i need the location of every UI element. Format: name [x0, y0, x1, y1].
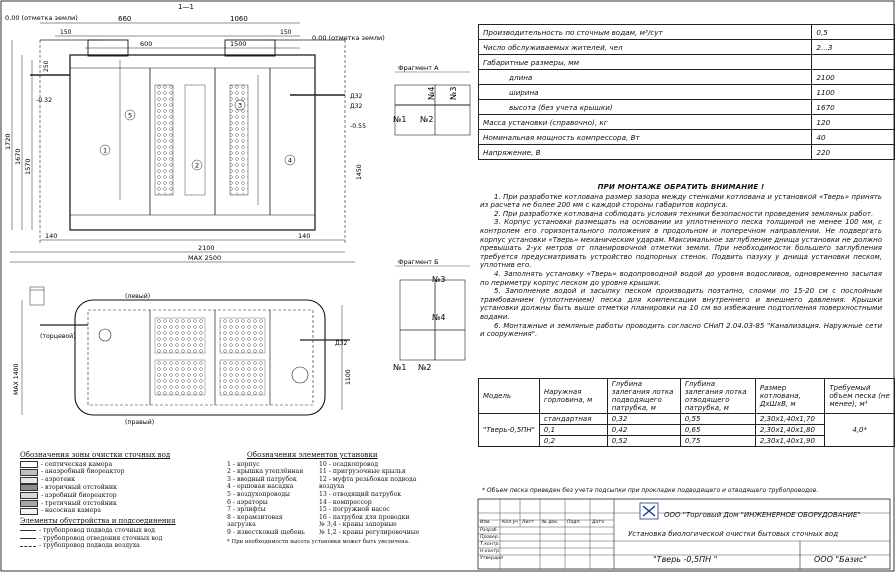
spec-value: 0,5: [812, 25, 895, 40]
mt-in-0: 0,32: [607, 414, 680, 425]
legend-zone-label: - третичный отстойник: [41, 499, 117, 507]
legend-zone-item: [20, 461, 176, 469]
spec-row: [479, 100, 895, 115]
spec-param: длина: [479, 70, 812, 85]
spec-param: Производительность по сточным водам, м³/сут: [479, 25, 812, 40]
tb-col-header: Дата: [592, 520, 604, 525]
fragment-b-label-3: №3: [432, 275, 446, 284]
legend-zone-label: - аэробный биореактор: [41, 491, 117, 499]
spec-value: 220: [812, 145, 895, 160]
spec-value: 40: [812, 130, 895, 145]
legend-element-item: 3 - вводный патрубок: [227, 475, 297, 483]
legend-line: [20, 538, 36, 539]
spec-param: высота (без учета крышки): [479, 100, 812, 115]
title-block: [478, 499, 890, 569]
fragment-a-title: Фрагмент А: [398, 64, 439, 72]
mt-neck-0: стандартная: [539, 414, 607, 425]
spec-value: 1670: [812, 100, 895, 115]
plan-label-left: (левый): [125, 293, 151, 300]
mt-out-1: 0,65: [680, 425, 755, 436]
mt-header-model: Модель: [479, 379, 540, 414]
legend-zone-label: - аэротенк: [41, 476, 75, 484]
level-left: 0.00 (отметка земли): [5, 14, 78, 22]
inner-width-1: 600: [140, 40, 153, 48]
tb-description: Установка биологической очистки бытовых сточных вод: [628, 530, 839, 538]
legend-swatch: [20, 477, 38, 484]
legend-swatch: [20, 461, 38, 468]
legend-element-item: 10 - осадкопровод: [319, 460, 379, 468]
tb-row-label: Утвердил: [480, 556, 504, 561]
legend-element-item: 16 - патрубок для проводки: [319, 513, 410, 521]
section-num-1: 1: [103, 146, 108, 155]
mt-out-0: 0,55: [680, 414, 755, 425]
dim-top-1: 660: [118, 15, 132, 23]
dim-vert-2: 1670: [14, 148, 22, 165]
section-label: 1—1: [178, 3, 194, 11]
spec-row: [479, 85, 895, 100]
plan-pipe-mark: Д32: [335, 340, 348, 347]
mt-in-1: 0,42: [607, 425, 680, 436]
mt-pit-2: 2,30х1,40х1,90: [755, 436, 824, 447]
sand-footnote: * Объем песка приведен без учета подсыпки при прокладке подводящего и отводящего трубопроводов.: [482, 487, 819, 494]
installation-notes: [480, 183, 882, 339]
legend-line: [20, 530, 36, 531]
spec-param: Номинальная мощность компрессора, Вт: [479, 130, 812, 145]
mt-header-sand: Требуемый объем песка (не менее), м³: [825, 379, 895, 414]
plan-dim-width: 1100: [345, 369, 352, 385]
spec-param: Число обслуживаемых жителей, чел: [479, 40, 812, 55]
note-item-6: 6. Монтажные и земляные работы проводить согласно СНиП 2.04.03-85 "Канализация. Наружные сети и сооружения".: [480, 321, 882, 339]
dim-level-1: -0.32: [36, 97, 53, 104]
legend-swatch: [20, 500, 38, 507]
legend-zone-item: [20, 500, 176, 508]
legend-zone-label: - анаэробный биореактор: [41, 468, 125, 476]
note-item-4: 4. Заполнять установку «Тверь» водопроводной водой до уровня водосливов, одновременно засыпая по периметру корпус песком до уровня крышки.: [480, 269, 882, 287]
legend-element-item: № 1,2 - краны регулировочные: [319, 528, 420, 536]
tb-col-header: Подп.: [567, 520, 581, 525]
legend-element-item: 15 - погружной насос: [319, 506, 390, 514]
spec-row: [479, 40, 895, 55]
legend-element-item: 13 - отводящий патрубок: [319, 490, 402, 498]
dim-vert-3: 1570: [24, 158, 32, 175]
legend-equipment-item: [20, 542, 176, 550]
fragment-b-title: Фрагмент Б: [398, 258, 439, 266]
fragment-a-label-2: №2: [420, 115, 434, 124]
dim-vert-5: 1450: [356, 164, 363, 180]
legend-element-item: 14 - компрессор: [319, 498, 372, 506]
spec-row: [479, 55, 895, 70]
width-mark-1: 150: [60, 29, 72, 36]
spec-value: 120: [812, 115, 895, 130]
fragment-a-label-4: №4: [427, 86, 436, 100]
legend-equipment-label: - трубопровод подвода сточных вод: [39, 526, 155, 534]
fragment-b-label-4: №4: [432, 313, 446, 322]
mt-out-2: 0,75: [680, 436, 755, 447]
legend-element-item: 12 - муфта резьбовая подвода воздуха: [319, 475, 417, 491]
legend-zone-item: [20, 468, 176, 476]
dim-vert-1: 1720: [4, 133, 12, 150]
fragment-b-label-2: №2: [418, 363, 432, 372]
tb-col-header: Кол.уч: [502, 520, 518, 525]
legend-swatch: [20, 492, 38, 499]
spec-row: [479, 130, 895, 145]
plan-label-right: (правый): [125, 419, 155, 426]
mt-sand: 4,0*: [825, 414, 895, 447]
dim-top-2: 1060: [230, 15, 248, 23]
legend-zone-item: [20, 484, 176, 492]
inner-width-2: 1500: [230, 40, 247, 48]
legend-swatch: [20, 508, 38, 515]
width-mark-2: 150: [280, 29, 292, 36]
mt-neck-1: 0,1: [539, 425, 607, 436]
tb-col-header: Лист: [522, 520, 534, 525]
spec-param: Напряжение, В: [479, 145, 812, 160]
note-item-2: 2. При разработке котлована соблюдать условия техники безопасности проведения земляных работ.: [494, 209, 874, 218]
level-right: 0.00 (отметка земли): [312, 34, 385, 42]
legend-element-item: 11 - пригрузочные крылья: [319, 468, 406, 476]
legend-element-item: 7 - эрлифты: [227, 506, 266, 514]
legend-element-item: 9 - известковый щебень: [227, 528, 305, 536]
plan-label-end: (торцевой): [40, 333, 76, 340]
mt-header-in: Глубина залегания лотка подводящего патрубка, м: [607, 379, 680, 414]
spec-param: Масса установки (справочно), кг: [479, 115, 812, 130]
spec-row: [479, 145, 895, 160]
legend-element-item: № 3,4 - краны запорные: [319, 521, 397, 529]
mt-pit-1: 2,30х1,40х1,80: [755, 425, 824, 436]
fragment-b-label-1: №1: [393, 363, 407, 372]
tb-model: "Тверь -0,5ПН ": [653, 555, 718, 564]
dim-vert-4: 250: [43, 60, 50, 72]
section-num-2: 2: [195, 161, 200, 170]
dim-bottom-3: 140: [298, 232, 311, 240]
fragment-a-label-3: №3: [449, 86, 458, 100]
legend-zones: [20, 452, 176, 550]
mt-model: "Тверь-0,5ПН": [479, 414, 540, 447]
tb-row-label: Т.контр.: [480, 542, 500, 547]
legend-elements-title: Обозначения элементов установки: [247, 451, 378, 459]
note-item-1: 1. При разработке котлована размер зазора между стенками котлована и установкой «Тверь» принять из расчета не более 200 мм с каждой стороны габаритов корпуса.: [480, 192, 882, 210]
legend-zone-label: - септическая камера: [41, 460, 113, 468]
tb-company: ООО "Торговый Дом "ИНЖЕНЕРНОЕ ОБОРУДОВАНИЕ": [664, 511, 861, 519]
dim-bottom-1: 140: [45, 232, 58, 240]
legend-element-item: 5 - воздухопроводы: [227, 490, 290, 498]
tb-row-label: Провер.: [480, 535, 500, 540]
dim-bottom-4: MAX 2500: [188, 254, 222, 262]
tb-row-label: Разраб.: [480, 528, 499, 533]
notes-heading: ПРИ МОНТАЖЕ ОБРАТИТЬ ВНИМАНИЕ !: [597, 183, 765, 191]
model-table: [478, 378, 895, 447]
legend-elements: [227, 452, 439, 546]
legend-zones-title: Обозначения зоны очистки сточных вод: [20, 451, 171, 459]
legend-equipment-label: - трубопровод подвода воздуха: [39, 542, 140, 550]
legend-equipment-label: - трубопровод отведения сточных вод: [39, 534, 163, 542]
spec-param: Габаритные размеры, мм: [479, 55, 812, 70]
tb-row-label: Н.контр.: [480, 549, 501, 554]
legend-element-item: 1 - корпус: [227, 460, 260, 468]
spec-row: [479, 115, 895, 130]
tb-col-header: № док.: [542, 520, 559, 525]
dim-level-2: -0.55: [350, 123, 367, 130]
legend-equipment-item: [20, 527, 176, 535]
spec-value: [812, 55, 895, 70]
legend-equipment-title: Элементы обустройства и подсоединения: [20, 517, 176, 526]
spec-value: 2...3: [812, 40, 895, 55]
pipe-mark-1: Д32: [350, 93, 363, 100]
mt-header-pit: Размер котлована, ДхШхВ, м: [755, 379, 824, 414]
dim-bottom-2: 2100: [198, 244, 215, 252]
pipe-mark-2: Д32: [350, 103, 363, 110]
legend-line: [20, 546, 36, 547]
legend-element-item: 4 - ершовая насадка: [227, 483, 294, 491]
legend-swatch: [20, 484, 38, 491]
legend-zone-label: - насосная камера: [41, 507, 101, 515]
spec-param: ширина: [479, 85, 812, 100]
legend-swatch: [20, 469, 38, 476]
tb-client: ООО "Базис": [814, 555, 868, 564]
section-num-5: 5: [128, 111, 133, 120]
mt-neck-2: 0,2: [539, 436, 607, 447]
legend-equipment-item: [20, 535, 176, 543]
legend-elements-note: * При необходимости высота установки может быть увеличена.: [227, 538, 410, 545]
spec-value: 2100: [812, 70, 895, 85]
legend-zone-item: [20, 476, 176, 484]
mt-header-out: Глубина залегания лотка отводящего патрубка, м: [680, 379, 755, 414]
legend-zone-item: [20, 507, 176, 515]
legend-zone-label: - вторичный отстойник: [41, 484, 118, 492]
fragment-a-label-1: №1: [393, 115, 407, 124]
spec-row: [479, 70, 895, 85]
mt-header-neck: Наружная горловина, м: [539, 379, 607, 414]
note-item-3: 3. Корпус установки размещать на основании из уплотненного песка толщиной не менее 100 мм, с контролем его горизонтального положения в продольном и поперечном направлении. Не подвергать корпус установки «Тверь» механическим ударам. Максимальное заглубление днища установки не должно превышать 2-ух метров от планировочной отметки земли. При необходимости большего заглубления требуется предусматривать устройство подпорных стенок. Подвить пазуху у днища установки песком, уплотнив его.: [480, 218, 882, 270]
mt-pit-0: 2,30х1,40х1,70: [755, 414, 824, 425]
mt-in-2: 0,52: [607, 436, 680, 447]
note-item-5: 5. Заполнение водой и засыпку песком производить поэтапно, слоями по 15-20 см с послойным трамбованием (уплотнением) песка для компенсации внутреннего и внешнего давления. Крышки установки должны быть выше отметки планировки на 10 см во избежание подтопления поверхностными водами.: [480, 287, 882, 321]
section-num-3: 3: [238, 101, 243, 110]
legend-element-item: 8 - керамзитовая загрузка: [227, 513, 283, 529]
legend-element-item: 6 - аэраторы: [227, 498, 268, 506]
spec-table: [478, 24, 895, 160]
legend-element-item: 2 - крышка утеплённая: [227, 468, 304, 476]
legend-zone-item: [20, 492, 176, 500]
spec-row: [479, 25, 895, 40]
plan-dim-max: MAX 1400: [13, 363, 20, 395]
section-num-4: 4: [288, 156, 293, 165]
tb-col-header: Изм.: [480, 520, 491, 525]
spec-value: 1100: [812, 85, 895, 100]
